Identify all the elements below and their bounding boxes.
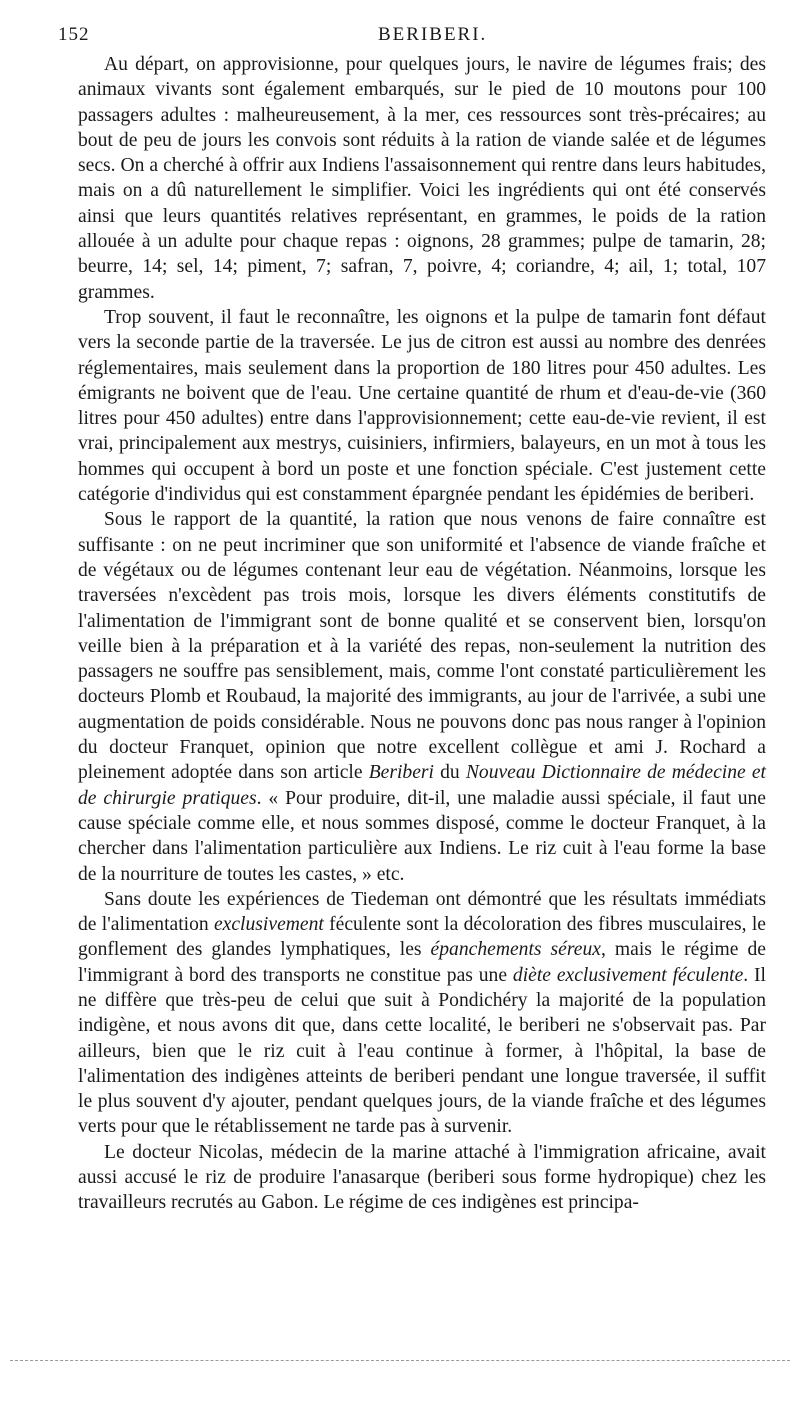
page-number: 152 — [58, 24, 90, 45]
footer-rule — [10, 1360, 790, 1361]
paragraph-5 — [78, 1140, 766, 1216]
paragraph-4-text-1: Sans doute les expériences de Tiedeman ont démontré que les résultats immédiats de l'alimentation — [78, 888, 766, 936]
paragraph-5-text: Le docteur Nicolas, médecin de la marine attaché à l'immigration africaine, avait aussi accusé le riz de produire l'anasarque (beriberi sous forme hydropique) chez les travailleurs recrutés au Gabon. Le régime de ces indigènes est principa- — [78, 1141, 766, 1214]
book-page — [58, 22, 766, 1392]
paragraph-3-italic-beriberi: Beriberi — [368, 762, 434, 784]
paragraph-3-text-3: . « Pour produire, dit-il, une maladie aussi spéciale, il faut une cause spéciale comme elle, et nous sommes disposé, comme le docteur Franquet, à la chercher dans l'alimentation particulière aux Indiens. Le riz cuit à l'eau forme la base de la nourriture de toutes les castes, » etc. — [78, 787, 766, 885]
paragraph-1-text: Au départ, on approvisionne, pour quelques jours, le navire de légumes frais; des animaux vivants sont également embarqués, sur le pied de 10 moutons pour 100 passagers adultes : malheureusement, à la mer, ces ressources sont très-précaires; au bout de peu de jours les convois sont réduits à la ration de viande salée et de légumes secs. On a cherché à offrir aux Indiens l'assaisonnement qui rentre dans leurs habitudes, mais on a dû naturellement le simplifier. Voici les ingrédients qui ont été conservés ainsi que leurs quantités relatives représentant, en grammes, le poids de la ration allouée à un adulte pour chaque repas : oignons, 28 grammes; pulpe de tamarin, 28; beurre, 14; sel, 14; piment, 7; safran, 7, poivre, 4; coriandre, 4; ail, 1; total, 107 grammes. — [78, 54, 766, 303]
body-text — [78, 52, 766, 1216]
paragraph-4-text-4: . Il ne diffère que très-peu de celui que suit à Pondichéry la majorité de la population indigène, et nous avons dit que, dans cette localité, le beriberi ne s'observait pas. Par ailleurs, bien que le riz cuit à l'eau continue à former, à l'hôpital, la base de l'alimentation des indigènes atteints de beriberi pendant une longue traversée, il suffit le plus souvent d'y ajouter, pendant quelques jours, de la viande fraîche et des légumes verts pour que le rétablissement ne tarde pas à survenir. — [78, 964, 766, 1138]
running-title: BERIBERI. — [378, 24, 488, 45]
paragraph-4 — [78, 887, 766, 1140]
paragraph-4-italic-exclusivement: exclusivement — [213, 914, 324, 936]
paragraph-1 — [78, 52, 766, 305]
page-header — [58, 22, 766, 52]
paragraph-3 — [78, 507, 766, 886]
paragraph-4-italic-epanchements: épanchements séreux — [430, 939, 601, 961]
paragraph-4-text-3: , mais le régime de l'immigrant à bord des transports ne constitue pas une — [78, 939, 766, 986]
paragraph-3-text-1: Sous le rapport de la quantité, la ration que nous venons de faire connaître est suffisante : on ne peut incriminer que son uniformité et l'absence de viande fraîche et de végétaux ou de légumes contenant leur eau de végétation. Néanmoins, lorsque les traversées n'excèdent pas trois mois, lorsque les divers éléments constitutifs de l'alimentation de l'immigrant sont de bonne qualité et se conservent bien, lorsqu'on veille bien à la préparation et à la variété des repas, non-seulement la nutrition des passagers ne souffre pas sensiblement, mais, comme l'ont constaté particulièrement les docteurs Plomb et Roubaud, la majorité des immigrants, au jour de l'arrivée, a subi une augmentation de poids considérable. Nous ne pouvons donc pas nous ranger à l'opinion du docteur Franquet, opinion que notre excellent collègue et ami J. Rochard a pleinement adoptée dans son article — [78, 509, 766, 784]
paragraph-2-text: Trop souvent, il faut le reconnaître, les oignons et la pulpe de tamarin font défaut vers la seconde partie de la traversée. Le jus de citron est aussi au nombre des denrées réglementaires, mais seulement dans la proportion de 180 litres pour 450 adultes. Les émigrants ne boivent que de l'eau. Une certaine quantité de rhum et d'eau-de-vie (360 litres pour 450 adultes) entre dans l'approvisionnement; cette eau-de-vie revient, il est vrai, principalement aux mestrys, cuisiniers, infirmiers, balayeurs, en un mot à tous les hommes qui occupent à bord un poste et une fonction spéciale. C'est justement cette catégorie d'individus qui est constamment épargnée pendant les épidémies de beriberi. — [78, 306, 766, 506]
paragraph-3-italic-dictionnaire: Nouveau Dictionnaire de médecine et de chirurgie pratiques — [78, 762, 766, 809]
paragraph-4-text-2: féculente sont la décoloration des fibres musculaires, le gonflement des glandes lymphatiques, les — [78, 914, 766, 961]
paragraph-3-text-2: du — [433, 762, 466, 784]
paragraph-4-italic-diete: diète exclusivement féculente — [512, 964, 744, 986]
paragraph-2 — [78, 305, 766, 507]
